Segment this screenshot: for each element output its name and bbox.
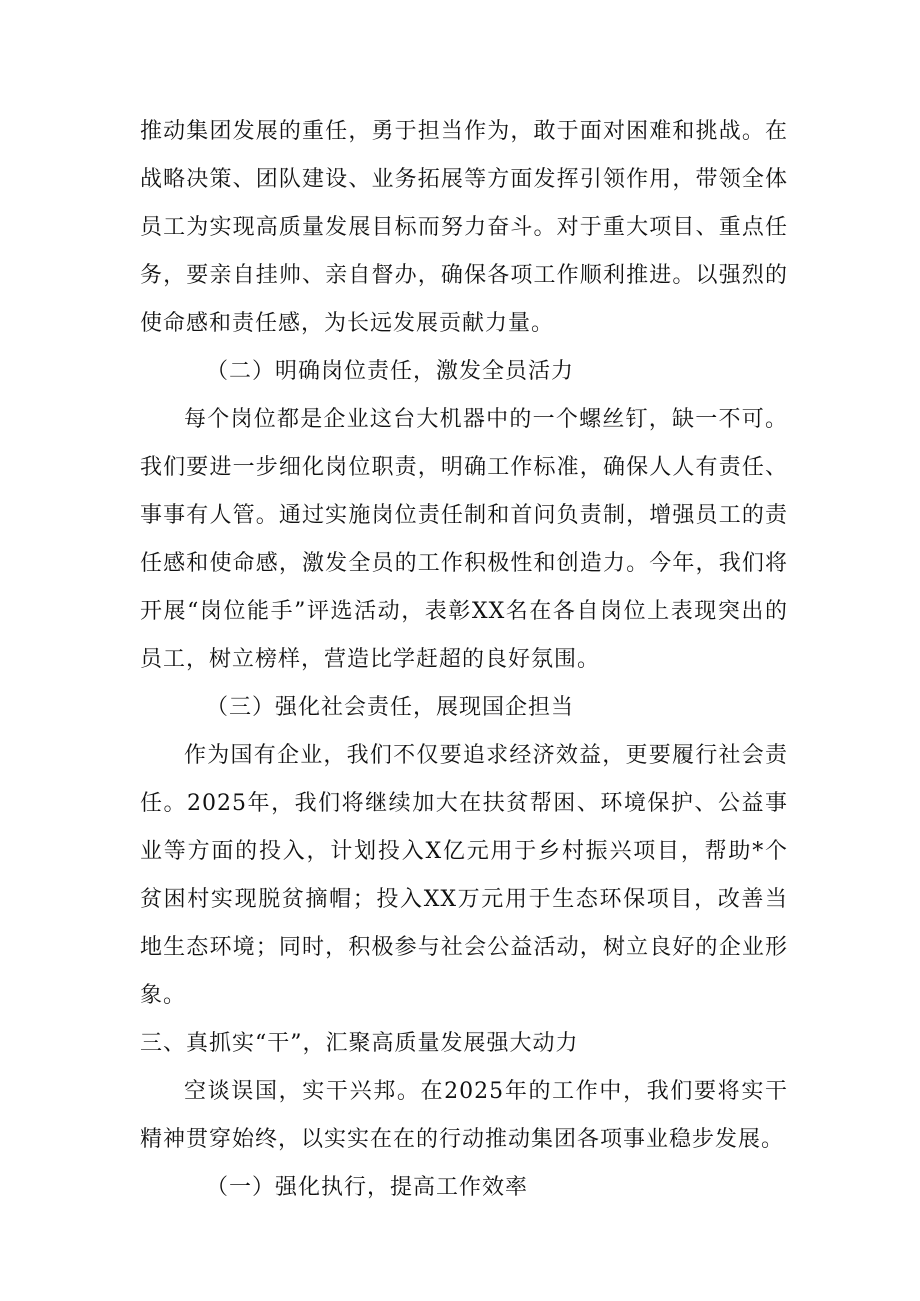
- paragraph-leadership-responsibility: 推动集团发展的重任，勇于担当作为，敢于面对困难和挑战。在战略决策、团队建设、业务拓展等方面发挥引领作用，带领全体员工为实现高质量发展目标而努力奋斗。对于重大项目、重点任务，要亲自挂帅、亲自督办，确保各项工作顺利推进。以强烈的使命感和责任感，为长远发展贡献力量。: [140, 119, 788, 336]
- paragraph-practical-action: 空谈误国，实干兴邦。在2025年的工作中，我们要将实干精神贯穿始终，以实实在在的行动推动集团各项事业稳步发展。: [140, 1079, 788, 1152]
- paragraph-job-responsibility: 每个岗位都是企业这台大机器中的一个螺丝钉，缺一不可。我们要进一步细化岗位职责，明确工作标准，确保人人有责任、事事有人管。通过实施岗位责任制和首问负责制，增强员工的责任感和使命感，激发全员的工作积极性和创造力。今年，我们将开展“岗位能手”评选活动，表彰XX名在各自岗位上表现突出的员工，树立榜样，营造比学赶超的良好氛围。: [140, 407, 788, 672]
- section-heading-social-responsibility: （三）强化社会责任，展现国企担当: [206, 695, 575, 720]
- document-body: [140, 108, 788, 1212]
- section-heading-job-responsibility: （二）明确岗位责任，激发全员活力: [206, 359, 575, 384]
- chapter-heading-practical-action: 三、真抓实“干”，汇聚高质量发展强大动力: [140, 1031, 579, 1056]
- paragraph-social-responsibility: 作为国有企业，我们不仅要追求经济效益，更要履行社会责任。2025年，我们将继续加大在扶贫帮困、环境保护、公益事业等方面的投入，计划投入X亿元用于乡村振兴项目，帮助*个贫困村实现脱贫摘帽；投入XX万元用于生态环保项目，改善当地生态环境；同时，积极参与社会公益活动，树立良好的企业形象。: [140, 743, 788, 1008]
- section-heading-execution-efficiency: （一）强化执行，提高工作效率: [206, 1175, 529, 1200]
